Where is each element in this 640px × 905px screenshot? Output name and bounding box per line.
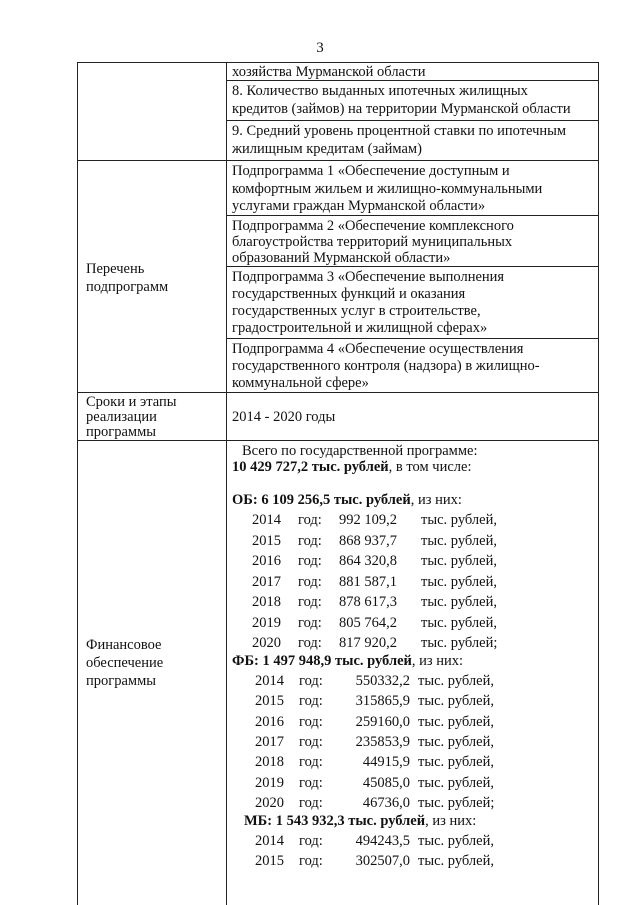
total-tail: , в том числе: [388, 459, 472, 475]
unit-cell: тыс. рублей, [421, 573, 497, 590]
row-line [78, 160, 598, 161]
god-cell: год: [299, 713, 323, 730]
amount-cell: 45085,0 [362, 774, 410, 791]
amount-cell: 44915,9 [362, 754, 410, 771]
mb-tail: , из них: [425, 813, 477, 829]
indicator-8: кредитов (займов) на территории Мурманской области [232, 101, 571, 117]
god-cell: год: [298, 614, 322, 631]
subprograms-label: подпрограмм [86, 279, 169, 295]
unit-cell: тыс. рублей, [418, 853, 494, 869]
unit-cell: тыс. рублей, [418, 693, 494, 710]
row-line [226, 120, 598, 121]
total-amount: 10 429 727,2 тыс. рублей [232, 459, 389, 475]
god-cell: год: [298, 573, 322, 590]
god-cell: год: [299, 733, 323, 750]
ob-total: ОБ: 6 109 256,5 тыс. рублей [232, 492, 411, 508]
row-line [226, 215, 598, 216]
terms-label: реализации [86, 409, 157, 425]
year-cell: 2020 [252, 635, 281, 651]
unit-cell: тыс. рублей, [418, 733, 494, 750]
amount-cell: 494243,5 [355, 833, 410, 849]
row-line [78, 440, 598, 441]
year-cell: 2018 [255, 754, 284, 771]
year-cell: 2019 [252, 614, 281, 631]
year-cell: 2014 [252, 512, 281, 528]
mb-header [244, 812, 476, 830]
year-cell: 2016 [255, 713, 284, 730]
subprogram-1: Подпрограмма 1 «Обеспечение доступным и [232, 163, 510, 179]
god-cell: год: [299, 833, 323, 849]
terms-label: Сроки и этапы [86, 394, 177, 410]
row-text: хозяйства Мурманской области [232, 64, 426, 80]
amount-cell: 992 109,2 [339, 512, 397, 528]
financing-label: Финансовое [86, 637, 162, 653]
indicator-8: 8. Количество выданных ипотечных жилищных [232, 83, 528, 99]
unit-cell: тыс. рублей; [421, 635, 498, 651]
amount-cell: 868 937,7 [339, 532, 397, 549]
financing-label: программы [86, 673, 156, 689]
amount-cell: 315865,9 [355, 693, 410, 710]
amount-cell: 881 587,1 [339, 573, 397, 590]
year-cell: 2015 [255, 693, 284, 710]
unit-cell: тыс. рублей; [418, 794, 495, 811]
subprogram-1: комфортным жильем и жилищно-коммунальными [232, 181, 543, 197]
subprogram-4: государственного контроля (надзора) в жилищно- [232, 358, 540, 374]
indicator-9: жилищным кредитам (займам) [232, 141, 422, 157]
fb-total: ФБ: 1 497 948,9 тыс. рублей [232, 653, 412, 669]
god-cell: год: [298, 635, 322, 651]
god-cell: год: [298, 532, 322, 549]
god-cell: год: [299, 693, 323, 710]
passport-table [77, 62, 599, 905]
unit-cell: тыс. рублей, [418, 774, 494, 791]
subprograms-label: Перечень [86, 261, 145, 277]
terms-value: 2014 - 2020 годы [232, 409, 336, 425]
amount-cell: 550332,2 [355, 673, 410, 689]
ob-tail: , из них: [410, 492, 462, 508]
year-cell: 2017 [252, 573, 281, 590]
amount-cell: 259160,0 [355, 713, 410, 730]
year-cell: 2016 [252, 553, 281, 569]
subprogram-3: Подпрограмма 3 «Обеспечение выполнения [232, 269, 505, 285]
ob-header [232, 491, 462, 509]
unit-cell: тыс. рублей, [418, 673, 494, 689]
year-cell: 2019 [255, 774, 284, 791]
subprogram-2: благоустройства территорий муниципальных [232, 234, 513, 250]
fb-tail: , из них: [411, 653, 464, 669]
god-cell: год: [298, 594, 322, 610]
row-line [226, 338, 598, 339]
amount-cell: 817 920,2 [339, 635, 397, 651]
subprogram-4: Подпрограмма 4 «Обеспечение осуществления [232, 341, 524, 357]
god-cell: год: [299, 754, 323, 771]
year-cell: 2018 [252, 594, 281, 610]
year-cell: 2014 [255, 673, 284, 689]
god-cell: год: [299, 794, 323, 811]
amount-cell: 864 320,8 [339, 553, 397, 569]
god-cell: год: [299, 673, 323, 689]
column-divider [226, 62, 227, 905]
year-cell: 2014 [255, 833, 284, 849]
mb-total: МБ: 1 543 932,3 тыс. рублей [244, 813, 426, 829]
amount-cell: 235853,9 [355, 733, 410, 750]
unit-cell: тыс. рублей, [421, 512, 497, 528]
year-cell: 2020 [255, 794, 284, 811]
unit-cell: тыс. рублей, [418, 713, 494, 730]
amount-cell: 878 617,3 [339, 594, 397, 610]
god-cell: год: [299, 853, 323, 869]
subprogram-2: образований Мурманской области» [232, 250, 451, 266]
subprogram-1: услугами граждан Мурманской области» [232, 198, 486, 214]
unit-cell: тыс. рублей, [421, 614, 497, 631]
amount-cell: 302507,0 [355, 853, 410, 869]
page-number: 3 [316, 40, 324, 56]
indicator-9: 9. Средний уровень процентной ставки по ипотечным [232, 123, 567, 139]
year-cell: 2015 [255, 853, 284, 869]
terms-label: программы [86, 424, 156, 440]
fb-header [232, 652, 463, 670]
amount-cell: 46736,0 [362, 794, 410, 811]
subprogram-2: Подпрограмма 2 «Обеспечение комплексного [232, 218, 514, 234]
god-cell: год: [298, 512, 322, 528]
subprogram-4: коммунальной сфере» [232, 375, 369, 391]
unit-cell: тыс. рублей, [421, 532, 497, 549]
god-cell: год: [298, 553, 322, 569]
total-line [232, 458, 471, 476]
subprogram-3: градостроительной и жилищной сферах» [232, 320, 488, 336]
unit-cell: тыс. рублей, [418, 754, 494, 771]
subprogram-3: государственных функций и оказания [232, 286, 466, 302]
financing-label: обеспечение [86, 655, 164, 671]
subprogram-3: государственных услуг в строительстве, [232, 303, 481, 319]
unit-cell: тыс. рублей, [421, 553, 497, 569]
god-cell: год: [299, 774, 323, 791]
year-cell: 2015 [252, 532, 281, 549]
year-cell: 2017 [255, 733, 284, 750]
unit-cell: тыс. рублей, [418, 833, 494, 849]
total-intro: Всего по государственной программе: [242, 443, 478, 459]
amount-cell: 805 764,2 [339, 614, 397, 631]
unit-cell: тыс. рублей, [421, 594, 497, 610]
